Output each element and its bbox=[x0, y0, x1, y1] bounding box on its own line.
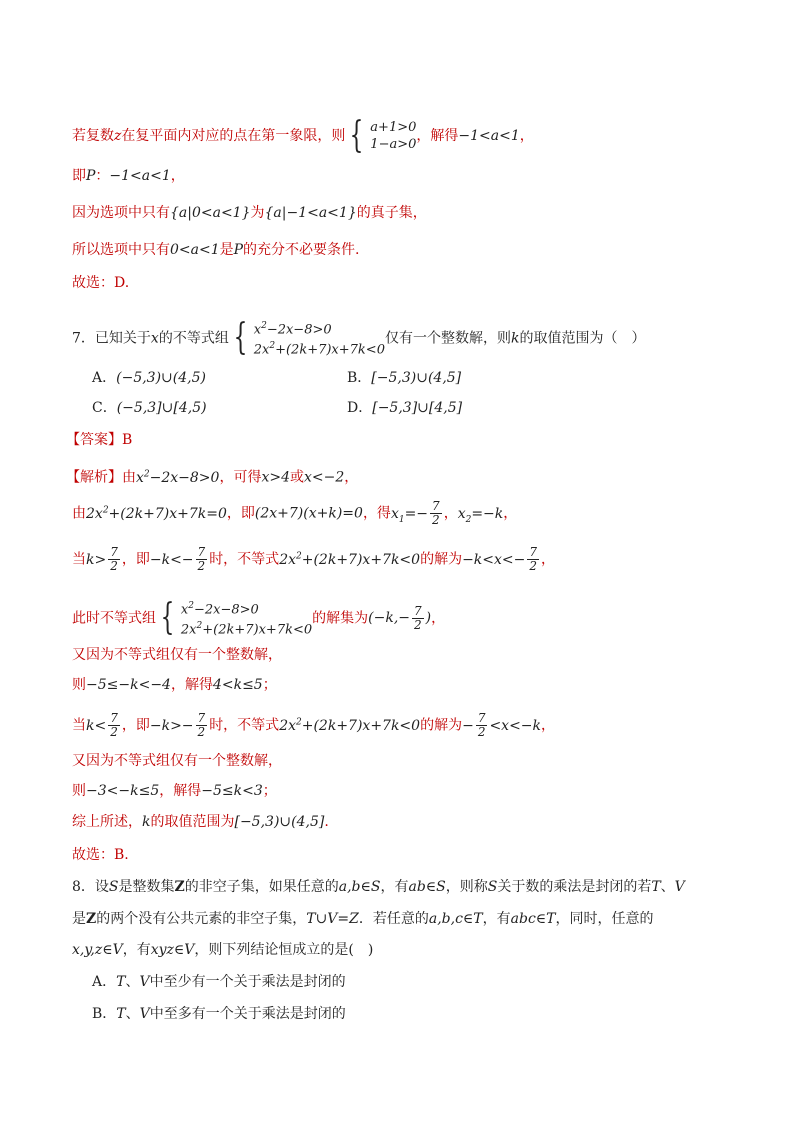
option-letter: D． bbox=[347, 400, 373, 416]
q7-analysis-2: 由$2x^2+(2k+7)x+7k=0$，即(2x+7)(x+k)=0，得$x_1=-$ $\frac{7}{2}$ ，$x_2=-k$， bbox=[72, 499, 518, 528]
q7-analysis-6: 则−5≤−k<−4，解得4<k≤5； bbox=[72, 677, 277, 693]
q6-line-2 bbox=[72, 166, 185, 186]
text: 在复平面内对应的点在第一象限，则 bbox=[121, 128, 346, 144]
q7-analysis-9: 则−3<−k≤5，解得−5≤k<3； bbox=[72, 783, 277, 799]
q7-option-d bbox=[347, 398, 462, 418]
text: ，解得 bbox=[416, 128, 459, 144]
text: 的取值范围为（ ） bbox=[519, 330, 646, 347]
system-row: $2x^2+(2k+7)x+7k<0$ bbox=[253, 341, 385, 358]
q7-option-b bbox=[347, 368, 461, 388]
math: −1<a<1 bbox=[458, 128, 520, 144]
option-value: [−5,3)∪(4,5] bbox=[371, 370, 462, 386]
option-value: (−5,3)∪(4,5) bbox=[116, 370, 206, 386]
q7-analysis-5: 又因为不等式组仅有一个整数解， bbox=[72, 647, 282, 663]
q7-analysis-4: 此时不等式组 { $x^2-2x-8>0$ $2x^2+(2k+7)x+7k<0$ 的解集为(−k,− $\frac{7}{2}$ )， bbox=[72, 597, 446, 639]
q7-answer bbox=[66, 430, 132, 450]
system-of-inequalities: { a+1>0 1−a>0 bbox=[349, 115, 417, 156]
option-letter: B． bbox=[347, 370, 372, 386]
text: ： bbox=[95, 168, 110, 184]
math: {a|−1<a<1} bbox=[264, 205, 357, 221]
option-letter: C． bbox=[92, 400, 117, 416]
q7-stem bbox=[72, 318, 645, 359]
text: 即 bbox=[72, 168, 86, 184]
text: ， bbox=[519, 128, 534, 144]
text: ， bbox=[170, 168, 185, 184]
text: 是 bbox=[219, 242, 234, 258]
var-z: z bbox=[114, 128, 122, 144]
var-p: P bbox=[233, 242, 244, 258]
var-x: x bbox=[150, 330, 159, 347]
system-row: a+1>0 bbox=[370, 120, 417, 135]
var-p: P bbox=[86, 168, 96, 184]
q7-analysis-8: 又因为不等式组仅有一个整数解， bbox=[72, 753, 282, 769]
q8-stem-1: 8．设S是整数集Z的非空子集，如果任意的a,b∈S，有ab∈S，则称S关于数的乘法是封闭的若T、V bbox=[72, 879, 685, 895]
q8-option-a: A．T、V中至少有一个关于乘法是封闭的 bbox=[92, 974, 346, 990]
option-letter: A． bbox=[92, 370, 117, 386]
q6-answer bbox=[72, 273, 129, 293]
system-of-inequalities: { $x^2-2x-8>0$ $2x^2+(2k+7)x+7k<0$ bbox=[233, 317, 385, 359]
var-k: k bbox=[510, 330, 520, 347]
q7-option-a bbox=[92, 368, 206, 388]
system-row: $x^2-2x-8>0$ bbox=[253, 321, 332, 338]
q6-line-4 bbox=[72, 240, 360, 260]
text: 的不等式组 bbox=[158, 330, 229, 347]
q7-analysis-3: 当k> $\frac{7}{2}$ ，即−k<− $\frac{7}{2}$ 时，不等式$2x^2+(2k+7)x+7k<0$的解为−k<x<− $\frac{7}{2}$ ， bbox=[72, 545, 556, 574]
answer-value: B bbox=[122, 432, 133, 448]
q7-option-c bbox=[92, 398, 207, 418]
q6-line-1 bbox=[72, 115, 534, 156]
text: 为 bbox=[250, 205, 265, 221]
text: 的充分不必要条件. bbox=[243, 242, 360, 258]
q7-final: 故选：B. bbox=[72, 847, 129, 863]
q6-line-3 bbox=[72, 203, 427, 223]
option-value: [−5,3]∪[4,5] bbox=[372, 400, 463, 416]
q7-analysis-10: 综上所述，k的取值范围为[−5,3)∪(4,5]. bbox=[72, 814, 329, 830]
text: 7．已知关于 bbox=[72, 330, 151, 347]
system-row: 1−a>0 bbox=[370, 137, 417, 152]
fraction-7-2: $\frac{7}{2}$ bbox=[432, 499, 440, 528]
analysis-label: 【解析】 bbox=[66, 469, 122, 486]
text: 若复数 bbox=[72, 128, 114, 144]
text: 因为选项中只有 bbox=[72, 205, 170, 221]
text: 仅有一个整数解，则 bbox=[384, 330, 511, 347]
text: 的真子集， bbox=[356, 205, 427, 221]
q8-option-b: B．T、V中至多有一个关于乘法是封闭的 bbox=[92, 1006, 346, 1022]
math: 0<a<1 bbox=[170, 242, 220, 258]
q8-stem-3: x,y,z∈V，有xyz∈V，则下列结论恒成立的是( ) bbox=[72, 942, 374, 958]
option-value: (−5,3]∪[4,5) bbox=[116, 400, 207, 416]
text: 故选：D. bbox=[72, 275, 130, 291]
text: 所以选项中只有 bbox=[72, 242, 170, 258]
answer-label: 【答案】 bbox=[66, 432, 122, 448]
system-of-inequalities: { $x^2-2x-8>0$ $2x^2+(2k+7)x+7k<0$ bbox=[160, 597, 313, 639]
math: −1<a<1 bbox=[109, 168, 171, 184]
q7-analysis-7: 当k< $\frac{7}{2}$ ，即−k>− $\frac{7}{2}$ 时，不等式$2x^2+(2k+7)x+7k<0$的解为− $\frac{7}{2}$ <x<−k， bbox=[72, 711, 556, 740]
q7-analysis-1: 【解析】由$x^2-2x-8>0$，可得x>4或x<−2， bbox=[66, 469, 359, 486]
math: {a|0<a<1} bbox=[170, 205, 251, 221]
q8-stem-2: 是Z的两个没有公共元素的非空子集，T∪V=Z．若任意的a,b,c∈T，有abc∈T，同时，任意的 bbox=[72, 911, 654, 927]
